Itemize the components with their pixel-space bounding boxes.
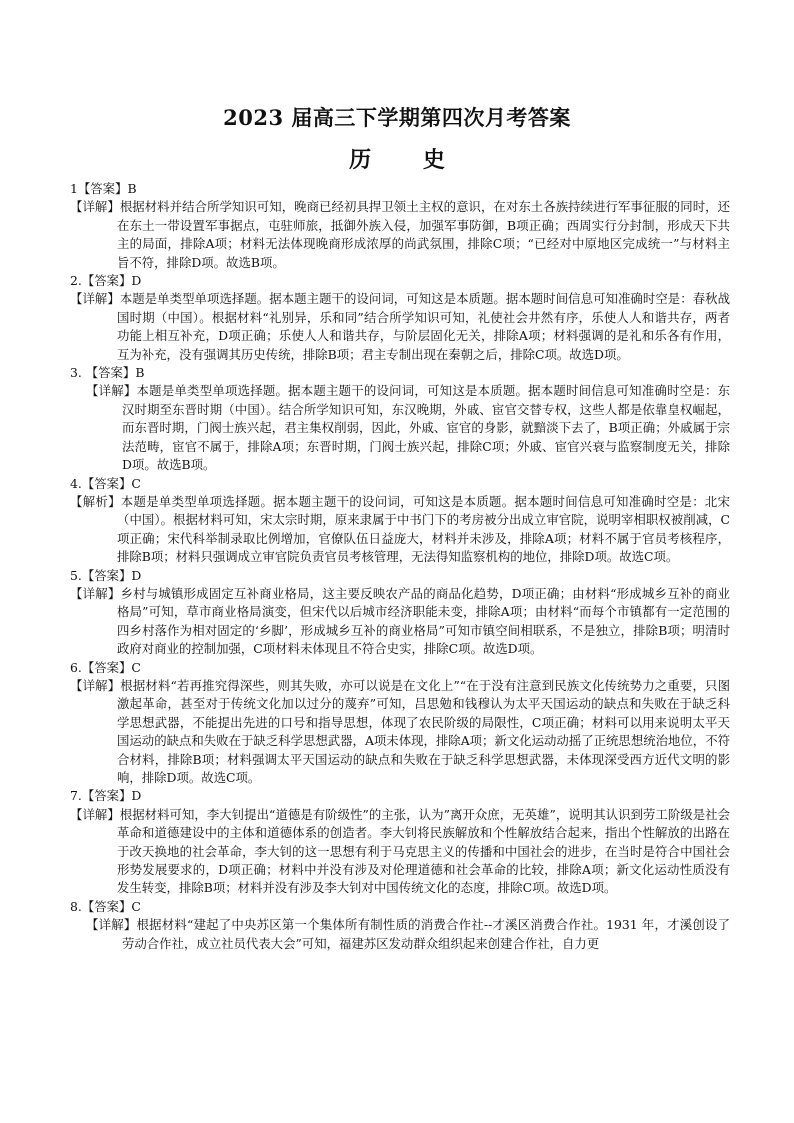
answer-explanation: 【详解】根据材料“建起了中央苏区第一个集体所有制性质的消费合作社--才溪区消费合作社。1931 年，才溪创设了劳动合作社，成立社员代表大会”可知，福建苏区发动群众组织起来创建合作社，自力更 xyxy=(86,917,730,951)
answer-head: 5.【答案】D xyxy=(70,567,142,583)
answer-item xyxy=(70,567,730,659)
answer-explanation: 【详解】本题是单类型单项选择题。据本题主题干的设问词，可知这是本质题。据本题时间信息可知准确时空是：春秋战国时期（中国）。根据材料“礼别异，乐和同”结合所学知识可知，礼使社会井然有序，乐使人人和谐共存，两者功能上相互补充，D项正确；乐使人人和谐共存，与阶层固化无关，排除A项；材料强调的是礼和乐各有作用，互为补充，没有强调其历史传统，排除B项；君主专制出现在秦朝之后，排除C项。故选D项。 xyxy=(70,291,730,362)
answer-explanation: 【详解】根据材料“若再推究得深些，则其失败，亦可以说是在文化上”“在于没有注意到民族文化传统势力之重要，只图激起革命，甚至对于传统文化加以过分的蔑弃”可知，吕思勉和钱穆认为太平天国运动的缺点和失败在于缺乏科学思想武器，不能提出先进的口号和指导思想，体现了农民阶级的局限性，C项正确；材料可以用来说明太平天国运动的缺点和失败在于缺乏科学思想武器，A项未体现，排除A项；新文化运动动摇了正统思想统治地位，不符合材料，排除B项；材料强调太平天国运动的缺点和失败在于缺乏科学思想武器，未体现深受西方近代文明的影响，排除D项。故选C项。 xyxy=(70,677,730,785)
answer-explanation: 【解析】本题是单类型单项选择题。据本题主题干的设问词，可知这是本质题。据本题时间信息可知准确时空是：北宋（中国）。根据材料可知，宋太宗时期，原来隶属于中书门下的考房被分出成立审官院，说明宰相职权被削减，C项正确；宋代科举制录取比例增加，官僚队伍日益庞大，材料并未涉及，排除A项；材料不属于官员考核程序，排除B项；材料只强调成立审官院负责官员考核管理，无法得知监察机构的地位，排除D项。故选C项。 xyxy=(70,493,730,565)
answer-item xyxy=(70,272,730,364)
answer-explanation: 【详解】根据材料并结合所学知识可知，晚商已经初具捍卫领土主权的意识，在对东土各族持续进行军事征服的同时，还在东土一带设置军事据点，屯驻师旅，抵御外族入侵，加强军事防御，B项正确；西周实行分封制，形成天下共主的局面，排除A项；材料无法体现晚商形成浓厚的尚武氛围，排除C项；“已经对中原地区完成统一”与材料主旨不符，排除D项。故选B项。 xyxy=(70,199,730,270)
answer-item xyxy=(70,659,730,788)
answer-explanation: 【详解】根据材料可知，李大钊提出“道德是有阶级性”的主张，认为”离开众庶，无英雄”，说明其认识到劳工阶级是社会革命和道德建设中的主体和道德体系的创造者。李大钊将民族解放和个性解放结合起来，指出个性解放的出路在于改天换地的社会革命，李大钊的这一思想有利于马克思主义的传播和中国社会的进步，在当时是符合中国社会形势发展要求的，D项正确；材料中并没有涉及对伦理道德和社会革命的比较，排除A项；新文化运动性质没有发生转变，排除B项；材料并没有涉及李大钊对中国传统文化的态度，排除C项。故选D项。 xyxy=(70,806,730,896)
answer-head: 7.【答案】D xyxy=(70,788,142,804)
answer-head: 2.【答案】D xyxy=(70,273,142,289)
document-title: 2023 届高三下学期第四次月考答案 xyxy=(223,105,571,130)
subject-heading: 历 史 xyxy=(349,147,467,173)
answer-head: 3. 【答案】B xyxy=(70,365,145,381)
answer-item xyxy=(70,898,730,953)
answer-head: 1【答案】B xyxy=(70,181,137,196)
answer-item xyxy=(70,787,730,897)
answer-list xyxy=(70,180,730,953)
answer-head: 4.【答案】C xyxy=(70,475,141,491)
answer-item xyxy=(70,475,730,567)
answer-head: 6.【答案】C xyxy=(70,659,141,675)
answer-explanation: 【详解】本题是单类型单项选择题。据本题主题干的设问词，可知这是本质题。据本题时间信息可知准确时空是：东汉时期至东晋时期（中国）。结合所学知识可知，东汉晚期，外戚、宦官交替专权，这些人都是依靠皇权崛起，而东晋时期，门阀士族兴起，君主集权削弱，因此，外戚、宦官的身影，就黯淡下去了，B项正确；外戚属于宗法范畴，宦官不属于，排除A项；东晋时期，门阀士族兴起，排除C项；外戚、宦官兴衰与监察制度无关，排除D项。故选B项。 xyxy=(86,383,730,473)
answer-item xyxy=(70,180,730,272)
answer-explanation: 【详解】乡村与城镇形成固定互补商业格局，这主要反映农产品的商品化趋势，D项正确；由材料“形成城乡互补的商业格局”可知，草市商业格局演变，但宋代以后城市经济职能未变，排除A项；由材料“而每个市镇都有一定范围的四乡村落作为相对固定的‘乡脚’，形成城乡互补的商业格局”可知市镇空间相联系，不是独立，排除B项；明清时政府对商业的控制加强，C项材料未体现且不符合史实，排除C项。故选D项。 xyxy=(70,585,730,657)
answer-head: 8.【答案】C xyxy=(70,898,141,914)
answer-item xyxy=(70,364,730,474)
